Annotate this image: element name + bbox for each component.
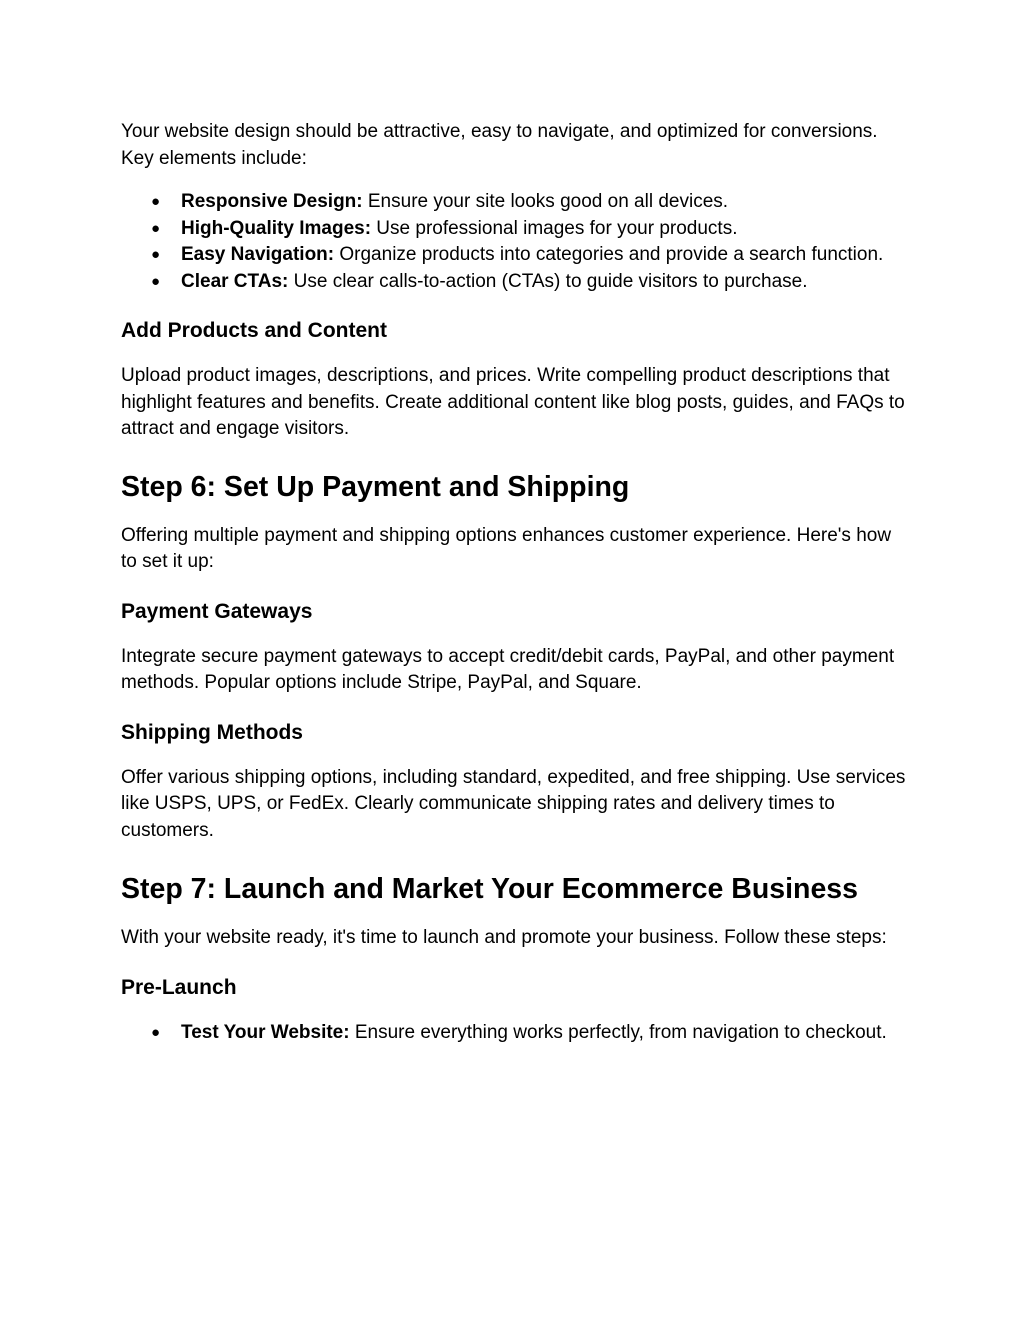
document-page [121,119,911,1046]
list-item [121,269,911,296]
section-heading-pre-launch: Pre-Launch [121,975,237,999]
step6-heading: Step 6: Set Up Payment and Shipping [121,470,630,503]
step6-intro-paragraph: Offering multiple payment and shipping options enhances customer experience. Here's how to set it up: [121,524,892,572]
list-item-text: Ensure everything works perfectly, from navigation to checkout. [349,1021,887,1043]
list-item [121,189,911,216]
pre-launch-list [121,1020,911,1047]
bullet-icon: ● [151,1023,161,1041]
list-item-label: Test Your Website: [181,1021,350,1043]
list-item [121,242,911,269]
list-item-label: Easy Navigation: [181,244,335,265]
list-item-text: Ensure your site looks good on all devices. [362,191,729,212]
step7-intro-paragraph: With your website ready, it's time to launch and promote your business. Follow these steps: [121,927,887,948]
list-item-label: Responsive Design: [181,191,363,212]
list-item-label: High-Quality Images: [181,217,372,239]
payment-gateways-paragraph: Integrate secure payment gateways to accept credit/debit cards, PayPal, and other payment methods. Popular options include Stripe, PayPal, and Square. [121,645,895,693]
design-elements-list [121,189,911,295]
list-item-text: Use clear calls-to-action (CTAs) to guide visitors to purchase. [288,270,808,292]
add-products-paragraph: Upload product images, descriptions, and prices. Write compelling product descriptions that highlight features and benefits. Create additional content like blog posts, guides, and FAQs to attract and engage visitors. [121,365,905,439]
section-heading-shipping-methods: Shipping Methods [121,720,303,744]
section-heading-payment-gateways: Payment Gateways [121,599,313,623]
bullet-icon: ● [151,193,161,210]
bullet-icon: ● [151,246,161,263]
section-heading-add-products: Add Products and Content [121,319,387,342]
list-item-label: Clear CTAs: [181,270,289,292]
bullet-icon: ● [151,272,161,290]
shipping-methods-paragraph: Offer various shipping options, including standard, expedited, and free shipping. Use services like USPS, UPS, or FedEx. Clearly communicate shipping rates and delivery times to customers. [121,766,906,841]
list-item-text: Organize products into categories and provide a search function. [334,244,884,265]
list-item-text: Use professional images for your products. [371,217,738,239]
list-item [121,216,911,243]
bullet-icon: ● [151,219,161,237]
intro-paragraph: Your website design should be attractive, easy to navigate, and optimized for conversions. Key elements include: [121,121,878,169]
list-item [121,1020,911,1047]
step7-heading: Step 7: Launch and Market Your Ecommerce Business [121,873,859,905]
